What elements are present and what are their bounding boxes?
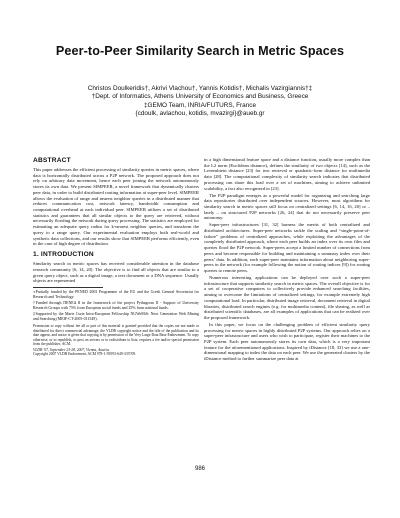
page-number: 986 [194,466,205,472]
author-emails: {cdoulk, avlachou, kotidis, mvazirgi}@aueb.gr [135,110,265,118]
venue-line: VLDB ’07, September 23-28, 2007, Vienna, Austria. [33,347,110,352]
author-names: Christos Doulkeridis†, Akrivi Vlachou†, Yannis Kotidis†, Michalis Vazirgiannis†‡ [87,85,313,92]
body-paragraph: In this paper, we focus on the challenging problem of efficient similarity query processing for metric spaces in highly distributed P2P systems. Our approach relies on a super-peer infrastructure and users who wish to participate, register their machines to the P2P system. Each peer autonomously stores its own data, which is a very important feature for the aforementioned applications. Inspired by iDistance [18, 33] we use a one-dimensional mapping to index the data on each peer. We use the generated clusters by the iDistance method to further summarize peer data at [204,321,370,362]
body-paragraph: Numerous interesting applications can be deployed over such a super-peer infrastructure that supports similarity search in metric spaces. The overall objective is for a set of cooperative computers to collectively provide enhanced searching facilities, aiming to overcome the limitations of centralized settings, for example extremely high computational load. In particular, distributed image retrieval, document retrieval in digital libraries, distributed search engines (e.g. for multimedia content), file sharing, as well as distributed scientific databases, are all examples of applications that can be realized over the proposed framework. [204,274,370,320]
body-paragraph: Super-peer infrastructures [31, 32] harness the merits of both centralized and distributed architectures. Super-peer networks tackle the scaling and “single-point-of-failure” problems of centralized approaches, while exploiting the advantages of the completely distributed approach, where each peer builds an index over its own files and queries flood the P2P network. Super-peers accept a limited number of connections from peers and become responsible for building and maintaining a summary index over their peers’ data. In addition, each super-peer maintains information about neighboring super-peers in the network (for example following the notion of routing indices [9]) for routing queries to remote peers. [204,222,370,274]
paper-title: Peer-to-Peer Similarity Search in Metric Spaces [55,44,345,58]
body-paragraph: The P2P paradigm emerges as a powerful model for organizing and searching large data repositories distributed over independent sources. However, most algorithms for similarity search in metric spaces still focus on centralized settings [6, 14, 16, 20] or – lately – on structured P2P networks [26, 24] that do not necessarily preserve peer autonomy. [204,192,370,221]
author-block [0,85,400,119]
abstract-text: This paper addresses the efficient processing of similarity queries in metric spaces, where data is horizontally distributed across a P2P network. The proposed approach does not rely on arbitrary data movement, hence each peer joining the network autonomously stores its own data. We present SIMPEER, a novel framework that dynamically clusters peer data, in order to build distributed routing information at super-peer level. SIMPEER allows the evaluation of range and nearest neighbor queries in a distributed manner that reduces communication cost, network latency, bandwidth consumption and computational overhead at each individual peer. SIMPEER utilizes a set of distributed statistics and guarantees that all similar objects to the query are retrieved, without necessarily flooding the network during query processing. The statistics are employed for estimating an adequate query radius for k-nearest neighbor queries, and transform the query to a range query. Our experimental evaluation employs both real-world and synthetic data collections, and our results show that SIMPEER performs efficiently, even in the case of high degree of distribution. [33,167,199,247]
introduction-heading: 1. INTRODUCTION [33,251,94,259]
introduction-paragraph: Similarity search in metric spaces has received considerable attention in the database research community [6, 14, 20]. The objective is to find all objects that are similar to a given query object, such as a digital image, a text document or a DNA sequence. Usually objects are represented [33,261,199,284]
copyright-line: Copyright 2007 VLDB Endowment, ACM 978-1-59593-649-3/07/09. [33,352,137,357]
body-paragraph: in a high dimensional feature space and a distance function, usually more complex than the L2 norm (Euclidean distance), defines the similarity of two objects [14], such as the Levenshtein distance [23] for text retrieval or quadratic-form distance for multimedia data [28]. The computational complexity of similarity search indicates that distributed processing can share this load over a set of machines, aiming to achieve unlimited scalability, a fact also recognized in [23]. [204,157,370,191]
affiliation-aueb: †Dept. of Informatics, Athens University of Economics and Business, Greece [91,93,309,101]
affiliation-inria: ‡GEMO Team, INRIA/FUTURS, France [143,101,257,109]
right-column [204,157,370,363]
footnote-2: †Funded through ΠENEΔ II in the framework of the project Pythagoras II - Support of University Research Groups with 75% from European social funds and 25% from national funds. [33,299,199,310]
permission-notice: Permission to copy without fee all or part of this material is granted provided that the copies are not made or distributed for direct commercial advantage, the VLDB copyright notice and the title of the publication and its date appear, and notice is given that copying is by permission of the Very Large Data Base Endowment. To copy otherwise, or to republish, to post on servers or to redistribute to lists, requires a fee and/or special permission from the publisher, ACM. [33,324,199,347]
footnote-1: ∗Partially funded by the PENED 2003 Programme of the EU and the Greek General Secretariat for Research and Technology. [33,288,199,299]
abstract-heading: ABSTRACT [33,157,71,164]
footnote-rule [33,287,103,288]
left-column [33,157,199,357]
footnote-3: ‡Supported by the Marie Curie Intra-European Fellowship NGWeMiS: Next Generation Web Mining and Searching (MEIF-CT-2005-011549). [33,310,199,321]
